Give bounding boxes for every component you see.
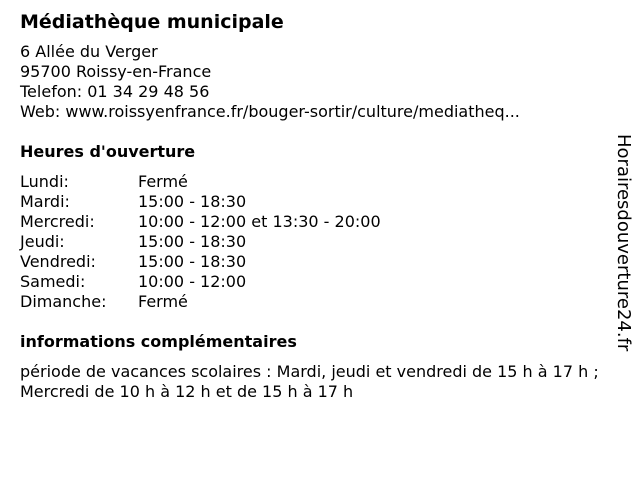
info-heading: informations complémentaires [20,332,297,351]
day-label: Mardi: [20,192,70,211]
hours-row-sunday [20,292,620,312]
time-value: 10:00 - 12:00 et 13:30 - 20:00 [138,212,381,231]
day-label: Lundi: [20,172,69,191]
day-label: Vendredi: [20,252,96,271]
hours-row-wednesday [20,212,620,232]
day-label: Samedi: [20,272,86,291]
hours-row-friday [20,252,620,272]
time-value: 15:00 - 18:30 [138,252,247,271]
hours-table [20,172,620,312]
web-line [20,102,620,122]
hours-row-saturday [20,272,620,292]
time-value: Fermé [138,172,188,191]
info-text: période de vacances scolaires : Mardi, jeudi et vendredi de 15 h à 17 h ; Mercredi de 10 h à 12 h et de 15 h à 17 h [20,362,599,401]
address-line-1: 6 Allée du Verger [20,42,158,61]
web-link[interactable]: www.roissyenfrance.fr/bouger-sortir/culture/mediatheq... [65,102,520,121]
phone-label: Telefon: [20,82,83,101]
page-content [20,10,620,402]
address-line-2: 95700 Roissy-en-France [20,62,212,81]
web-label: Web: [20,102,61,121]
time-value: 15:00 - 18:30 [138,192,247,211]
time-value: Fermé [138,292,188,311]
place-name: Médiathèque municipale [20,11,284,33]
hours-row-thursday [20,232,620,252]
time-value: 10:00 - 12:00 [138,272,247,291]
day-label: Jeudi: [20,232,65,251]
hours-heading: Heures d'ouverture [20,142,196,161]
hours-row-tuesday [20,192,620,212]
site-watermark: Horairesdouverture24.fr [613,134,634,352]
day-label: Dimanche: [20,292,107,311]
phone-line [20,82,620,102]
phone-number[interactable]: 01 34 29 48 56 [87,82,210,101]
hours-row-monday [20,172,620,192]
time-value: 15:00 - 18:30 [138,232,247,251]
day-label: Mercredi: [20,212,95,231]
